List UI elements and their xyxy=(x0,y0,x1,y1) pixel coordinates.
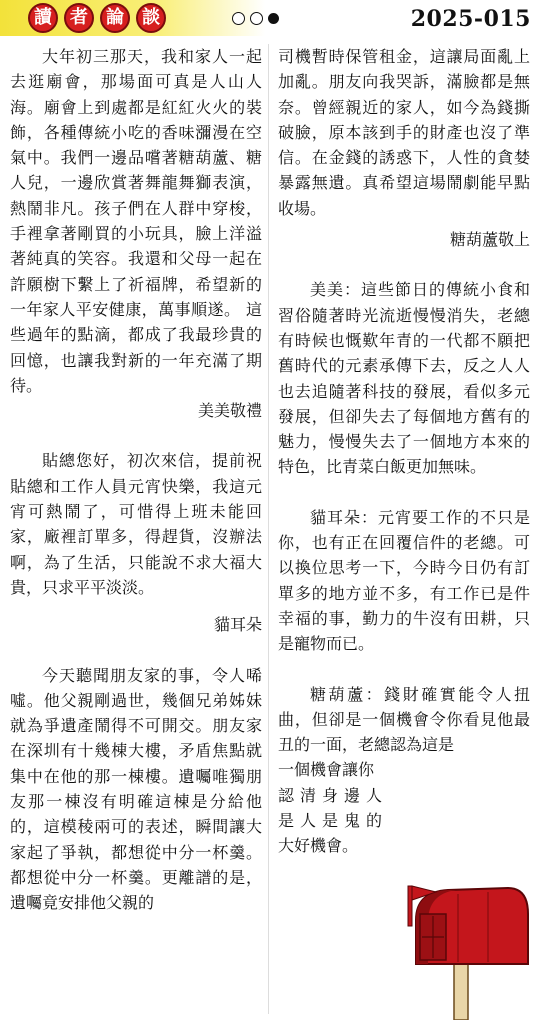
mailbox-icon xyxy=(398,880,533,1020)
letter-signature: 糖葫蘆敬上 xyxy=(449,230,530,250)
column-banner xyxy=(0,0,265,36)
letter-body: 今天聽聞朋友家的事，令人唏噓。他父親剛過世，幾個兄弟姊妹就為爭遺產鬧得不可開交。朋友家在深圳有十幾棟大樓，矛盾焦點就集中在他的那一棟樓。遺囑唯獨朋友那一棟沒有明確這棟是分給他的，這模稜兩可的表述，瞬間讓大家起了爭執，都想從中分一杯羹。都想從中分一杯羹。更離譜的是，遺囑竟安排他父親的 xyxy=(10,665,262,913)
column-title xyxy=(28,3,166,33)
editor-reply-line: 是人是鬼的 xyxy=(278,811,389,831)
right-column xyxy=(278,44,530,859)
letter-body-continued: 司機暫時保管租金，這讓局面亂上加亂。朋友向我哭訴，滿臉都是無奈。曾經親近的家人，如今為錢撕破臉，原本該到手的財產也沒了準信。在金錢的誘惑下，人性的貪婪暴露無遺。真希望這場鬧劇能早點收場。 xyxy=(278,47,530,218)
letter-signature: 貓耳朵 xyxy=(213,615,262,635)
issue-number: 2025-015 xyxy=(410,6,531,32)
editor-reply-line: 認清身邊人 xyxy=(278,785,389,805)
letter-body: 貼總您好，初次來信，提前祝貼總和工作人員元宵快樂，我這元宵可熱鬧了，可惜得上班未能回家，廠裡訂單多，得趕貨，沒辦法啊，為了生活，只能說不求大福大貴，只求平平淡淡。 xyxy=(10,451,262,597)
header xyxy=(0,0,545,38)
editor-reply: 美美：這些節日的傳統小食和習俗隨著時光流逝慢慢消失，老總有時候也慨歎年青的一代都不願把舊時代的元素承傳下去，反之人人也去追隨著科技的發展，看似多元發展，但卻失去了每個地方舊有的魅力，慢慢失去了一個地方本來的特色，比青菜白飯更加無味。 xyxy=(278,280,530,477)
editor-reply: 糖葫蘆：錢財確實能令人扭曲，但卻是一個機會令你看見他最丑的一面，老總認為這是 xyxy=(278,684,530,755)
title-badge: 者 xyxy=(64,3,94,33)
editor-reply-line: 一個機會讓你 xyxy=(278,760,375,780)
title-badge: 論 xyxy=(100,3,130,33)
left-column xyxy=(10,44,262,916)
title-badge: 讀 xyxy=(28,3,58,33)
title-badge: 談 xyxy=(136,3,166,33)
editor-reply-line: 大好機會。 xyxy=(278,836,359,856)
letter-body: 大年初三那天，我和家人一起去逛廟會，那場面可真是人山人海。廟會上到處都是紅紅火火的裝飾，各種傳統小吃的香味瀰漫在空氣中。我們一邊品嚐著糖葫蘆、糖人兒，一邊欣賞著舞龍舞獅表演，熱鬧非凡。孩子們在人群中穿梭，手裡拿著剛買的小玩具，臉上洋溢著純真的笑容。我還和父母一起在許願樹下繫上了祈福牌，希望新的一年家人平安健康，萬事順遂。 這些過年的點滴，都成了我最珍貴的回憶，也讓我對新的一年充滿了期待。 xyxy=(10,47,262,395)
dots-icon xyxy=(232,12,279,25)
letter-signature: 美美敬禮 xyxy=(197,401,262,421)
column-divider xyxy=(268,44,269,1014)
editor-reply: 貓耳朵：元宵要工作的不只是你，也有正在回覆信件的老總。可以換位思考一下，今時今日仍有訂單多的地方並不多，有工作已是件幸福的事，勤力的牛沒有田耕，只是寵物而已。 xyxy=(278,507,530,654)
